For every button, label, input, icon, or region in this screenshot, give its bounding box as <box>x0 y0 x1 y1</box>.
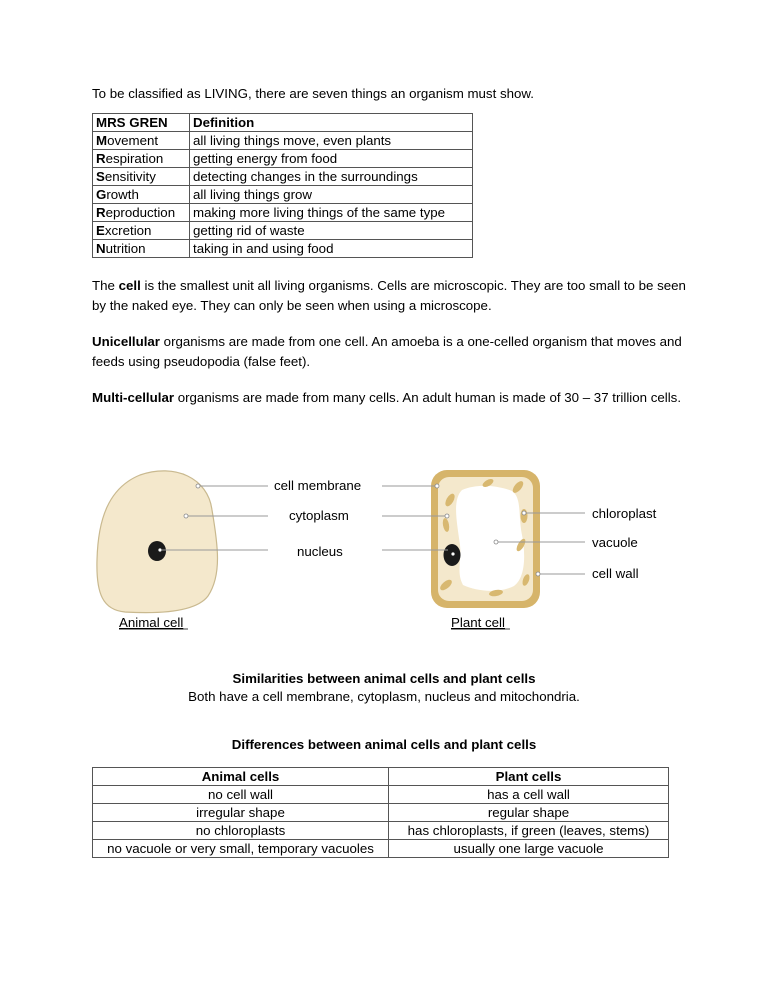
plant-cell-trait: has a cell wall <box>389 786 669 804</box>
animal-cell-trait: no chloroplasts <box>93 822 389 840</box>
process-definition: making more living things of the same type <box>190 204 473 222</box>
table-row <box>93 840 669 858</box>
leader-dot <box>522 511 526 515</box>
unicellular-paragraph: Unicellular organisms are made from one cell. An amoeba is a one-celled organism that moves and feeds using pseudopodia (false feet). <box>92 334 682 369</box>
process-name: Sensitivity <box>93 168 190 186</box>
process-definition: all living things grow <box>190 186 473 204</box>
table-row <box>93 804 669 822</box>
label-cell-wall: cell wall <box>592 566 639 581</box>
animal-nucleus <box>148 541 166 561</box>
process-name: Excretion <box>93 222 190 240</box>
label-chloroplast: chloroplast <box>592 506 657 521</box>
similarities-text: Both have a cell membrane, cytoplasm, nucleus and mitochondria. <box>188 689 580 704</box>
animal-cells-header: Animal cells <box>93 768 389 786</box>
leader-dot <box>536 572 540 576</box>
animal-cell-trait: no cell wall <box>93 786 389 804</box>
label-plant-cell: Plant cell <box>451 615 505 630</box>
process-definition: detecting changes in the surroundings <box>190 168 473 186</box>
process-name: Movement <box>93 132 190 150</box>
plant-cells-header: Plant cells <box>389 768 669 786</box>
label-animal-cell: Animal cell <box>119 615 184 630</box>
label-cytoplasm: cytoplasm <box>289 508 349 523</box>
process-name: Growth <box>93 186 190 204</box>
differences-table <box>92 767 669 858</box>
leader-dot <box>445 514 449 518</box>
process-name: Respiration <box>93 150 190 168</box>
table-row <box>93 822 669 840</box>
animal-cell-trait: no vacuole or very small, temporary vacuoles <box>93 840 389 858</box>
table-row <box>93 132 473 150</box>
cell-diagram <box>0 460 768 640</box>
plant-vacuole <box>456 486 524 591</box>
plant-cell-trait: usually one large vacuole <box>389 840 669 858</box>
definition-header: Definition <box>190 114 473 132</box>
animal-cell-trait: irregular shape <box>93 804 389 822</box>
label-vacuole: vacuole <box>592 535 638 550</box>
mrs-gren-header-row <box>93 114 473 132</box>
mrs-gren-header: MRS GREN <box>93 114 190 132</box>
differences-heading: Differences between animal cells and plant cells <box>231 737 537 752</box>
similarities-heading: Similarities between animal cells and plant cells <box>232 671 536 686</box>
table-row <box>93 786 669 804</box>
intro-text: To be classified as LIVING, there are seven things an organism must show. <box>92 86 534 101</box>
label-cell-membrane: cell membrane <box>274 478 362 493</box>
table-row <box>93 150 473 168</box>
label-nucleus: nucleus <box>297 544 343 559</box>
process-definition: getting rid of waste <box>190 222 473 240</box>
table-row <box>93 222 473 240</box>
process-name: Reproduction <box>93 204 190 222</box>
differences-header-row <box>93 768 669 786</box>
process-definition: all living things move, even plants <box>190 132 473 150</box>
table-row <box>93 240 473 258</box>
table-row <box>93 168 473 186</box>
cell-paragraph: The cell is the smallest unit all living organisms. Cells are microscopic. They are too small to be seen by the naked eye. They can only be seen when using a microscope. <box>92 278 686 313</box>
process-name: Nutrition <box>93 240 190 258</box>
table-row <box>93 204 473 222</box>
nucleolus-dot <box>451 552 454 555</box>
process-definition: taking in and using food <box>190 240 473 258</box>
leader-dot <box>435 484 439 488</box>
table-row <box>93 186 473 204</box>
plant-cell-trait: regular shape <box>389 804 669 822</box>
leader-dot <box>494 540 498 544</box>
mrs-gren-table <box>92 113 473 258</box>
plant-cell-trait: has chloroplasts, if green (leaves, stems) <box>389 822 669 840</box>
leader-dot <box>184 514 188 518</box>
process-definition: getting energy from food <box>190 150 473 168</box>
multicellular-paragraph: Multi-cellular organisms are made from many cells. An adult human is made of 30 – 37 trillion cells. <box>92 390 682 405</box>
leader-dot <box>196 484 200 488</box>
